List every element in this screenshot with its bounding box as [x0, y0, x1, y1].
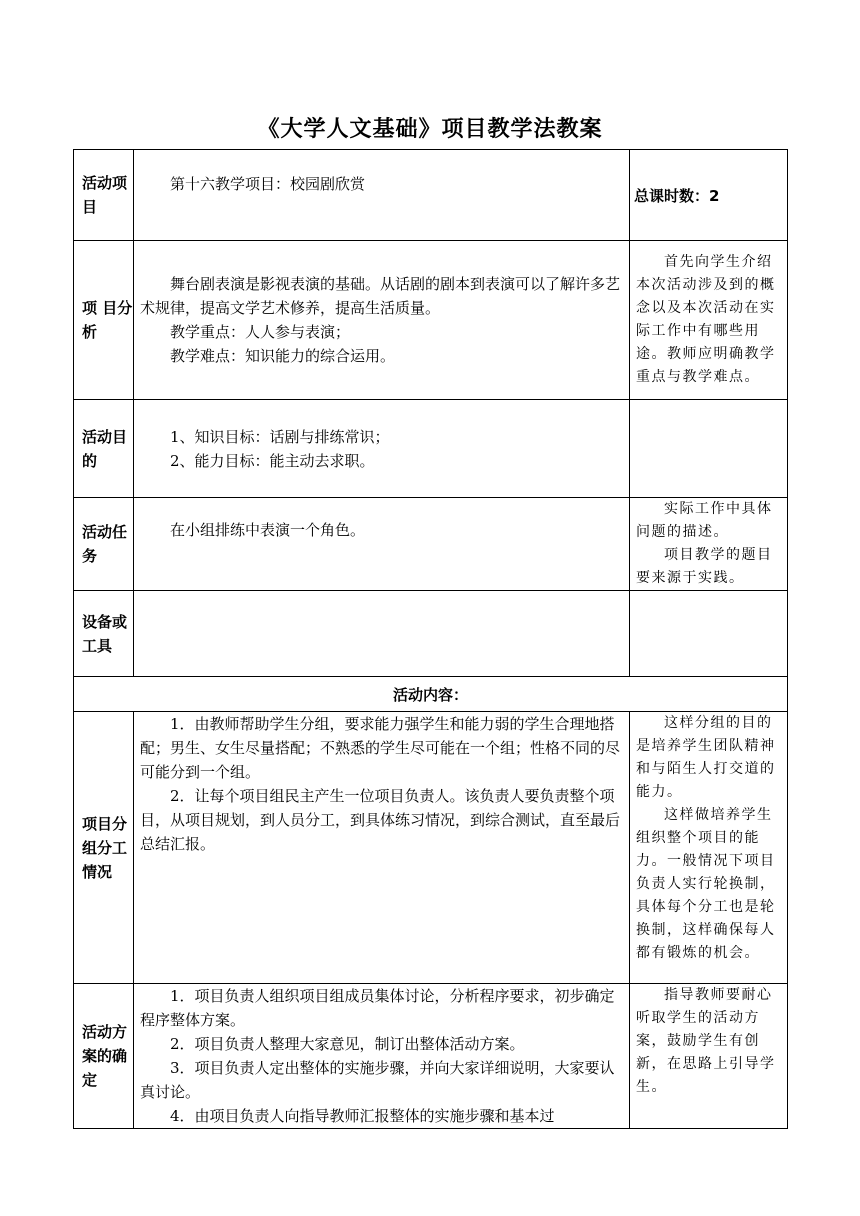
row-label-task: 活动任务: [74, 498, 134, 591]
plan-step-2: 2．项目负责人整理大家意见，制订出整体活动方案。: [170, 1035, 525, 1053]
row-label-project: 活动项目: [74, 150, 134, 241]
row-activity-task: [74, 498, 788, 591]
task-note-cell: [630, 498, 788, 591]
grouping-note-1: 这样分组的目的是培养学生团队精神和与陌生人打交道的能力。: [636, 715, 776, 800]
row-label-grouping: 项目分组分工情况: [74, 712, 134, 984]
analysis-focus: 教学重点：人人参与表演；: [170, 323, 351, 341]
goal-note-cell: [630, 400, 788, 498]
row-label-analysis: 项 目分析: [74, 241, 134, 400]
project-name: 第十六教学项目：校园剧欣赏: [170, 175, 366, 193]
analysis-paragraph: 舞台剧表演是影视表演的基础。从话剧的剧本到表演可以了解许多艺术规律，提高文学艺术修养，提高生活质量。: [140, 275, 621, 317]
analysis-note-cell: [630, 241, 788, 400]
equipment-content: [134, 591, 630, 677]
project-content: [134, 150, 630, 241]
analysis-difficulty: 教学难点：知识能力的综合运用。: [170, 347, 396, 365]
row-label-equipment: 设备或工具: [74, 591, 134, 677]
row-activity-project: [74, 150, 788, 241]
task-note-1: 实际工作中具体问题的描述。: [636, 501, 773, 540]
row-plan: [74, 984, 788, 1129]
equipment-note-cell: [630, 591, 788, 677]
row-project-analysis: [74, 241, 788, 400]
lesson-plan-table: [73, 149, 788, 1129]
task-description: 在小组排练中表演一个角色。: [170, 521, 366, 539]
row-section-header: [74, 677, 788, 712]
row-grouping: [74, 712, 788, 984]
analysis-content: [134, 241, 630, 400]
plan-note: 指导教师要耐心听取学生的活动方案，鼓励学生有创新，在思路上引导学生。: [636, 987, 776, 1095]
row-activity-goal: [74, 400, 788, 498]
plan-step-4: 4．由项目负责人向指导教师汇报整体的实施步骤和基本过: [170, 1107, 555, 1125]
task-content: [134, 498, 630, 591]
analysis-note: 首先向学生介绍本次活动涉及到的概念以及本次活动在实际工作中有哪些用途。教师应明确教学重点与教学难点。: [636, 254, 776, 385]
activity-content-header: 活动内容：: [74, 677, 788, 712]
plan-step-3: 3．项目负责人定出整体的实施步骤，并向大家详细说明，大家要认真讨论。: [140, 1059, 615, 1101]
row-equipment: [74, 591, 788, 677]
plan-step-1: 1．项目负责人组织项目组成员集体讨论，分析程序要求，初步确定程序整体方案。: [140, 987, 615, 1029]
total-hours: 总课时数：2: [630, 150, 788, 241]
grouping-content: [134, 712, 630, 984]
grouping-note-2: 这样做培养学生组织整个项目的能力。一般情况下项目负责人实行轮换制，具体每个分工也是轮换制，这样确保每人都有锻炼的机会。: [636, 807, 776, 961]
goal-knowledge: 1、知识目标：话剧与排练常识；: [170, 427, 390, 446]
grouping-step-2: 2．让每个项目组民主产生一位项目负责人。该负责人要负责整个项目，从项目规划，到人员分工，到具体练习情况，到综合测试，直至最后总结汇报。: [140, 787, 621, 853]
plan-content: [134, 984, 630, 1129]
row-label-goal: 活动目的: [74, 400, 134, 498]
page-title: 《大学人文基础》项目教学法教案: [257, 117, 603, 142]
task-note-2: 项目教学的题目要来源于实践。: [636, 547, 773, 586]
goal-content: [134, 400, 630, 498]
grouping-note-cell: [630, 712, 788, 984]
row-label-plan: 活动方案的确定: [74, 984, 134, 1129]
goal-ability: 2、能力目标：能主动去求职。: [170, 451, 375, 470]
plan-note-cell: [630, 984, 788, 1129]
grouping-step-1: 1．由教师帮助学生分组，要求能力强学生和能力弱的学生合理地搭配；男生、女生尽量搭配；不熟悉的学生尽可能在一个组；性格不同的尽可能分到一个组。: [140, 715, 621, 781]
